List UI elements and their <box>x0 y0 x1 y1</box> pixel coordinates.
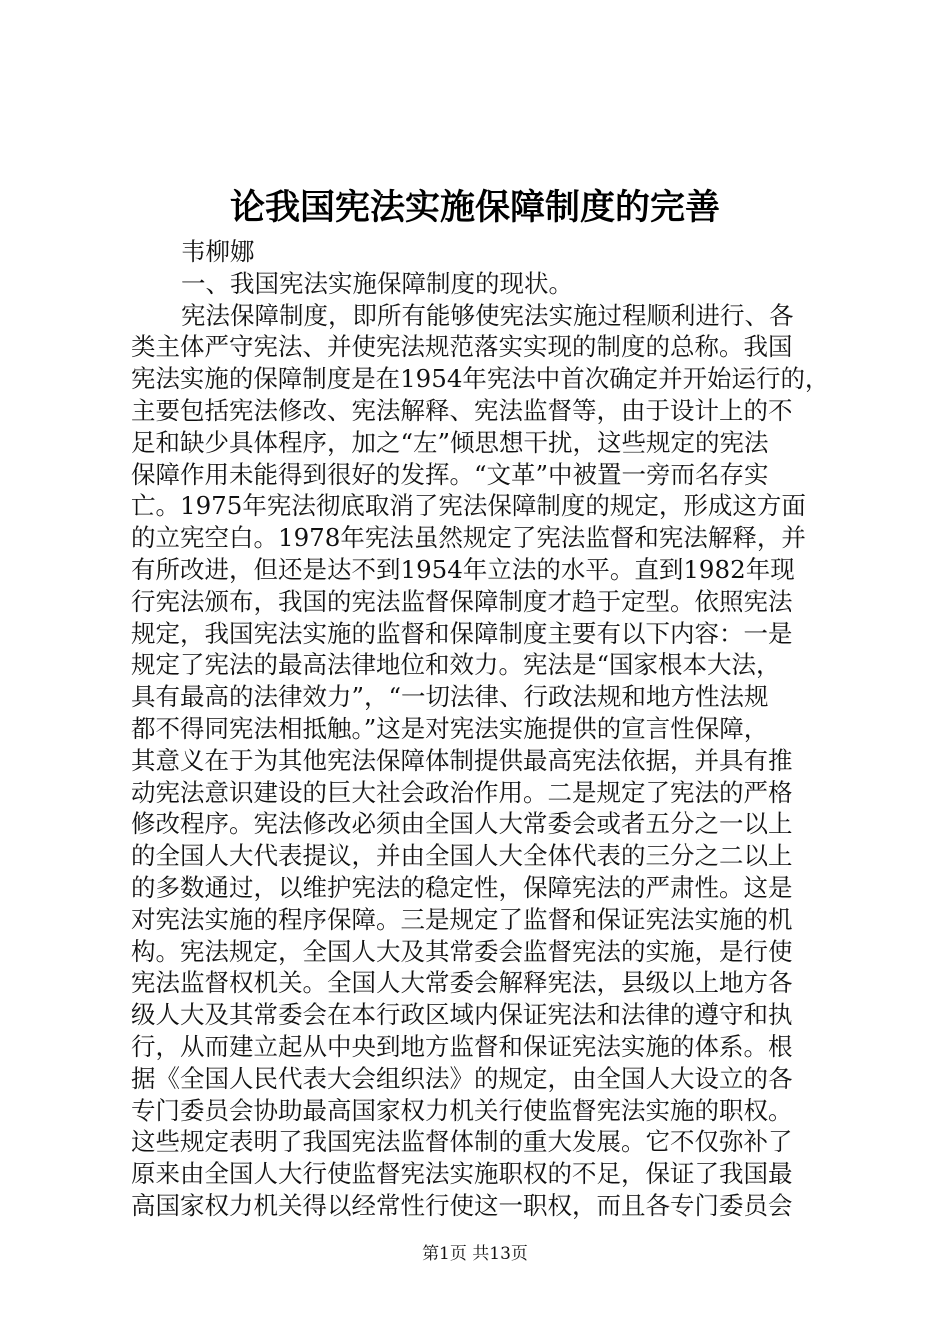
paragraph-line: 构。宪法规定，全国人大及其常委会监督宪法的实施，是行使 <box>131 936 793 966</box>
paragraph-line: 宪法实施的保障制度是在1954年宪法中首次确定并开始运行的， <box>131 364 830 394</box>
paragraph-line: 类主体严守宪法、并使宪法规范落实实现的制度的总称。我国 <box>131 332 793 362</box>
paragraph-line: 这些规定表明了我国宪法监督体制的重大发展。它不仅弥补了 <box>131 1127 793 1157</box>
document-body <box>131 236 829 1222</box>
paragraph-line: 有所改进，但还是达不到1954年立法的水平。直到1982年现 <box>131 554 795 584</box>
body-paragraph <box>131 300 829 1222</box>
paragraph-line: 的立宪空白。1978年宪法虽然规定了宪法监督和宪法解释，并 <box>131 523 806 553</box>
paragraph-line: 宪法监督权机关。全国人大常委会解释宪法，县级以上地方各 <box>131 968 793 998</box>
paragraph-line: 动宪法意识建设的巨大社会政治作用。二是规定了宪法的严格 <box>131 777 793 807</box>
paragraph-line: 据《全国人民代表大会组织法》的规定，由全国人大设立的各 <box>131 1063 793 1093</box>
paragraph-line: 的多数通过，以维护宪法的稳定性，保障宪法的严肃性。这是 <box>131 872 793 902</box>
paragraph-line: 都不得同宪法相抵触。”这是对宪法实施提供的宣言性保障， <box>131 713 769 743</box>
paragraph-line: 修改程序。宪法修改必须由全国人大常委会或者五分之一以上 <box>131 809 793 839</box>
paragraph-line: 具有最高的法律效力”，“一切法律、行政法规和地方性法规 <box>131 682 769 712</box>
page-footer: 第1页 共13页 <box>422 1244 528 1264</box>
paragraph-line: 级人大及其常委会在本行政区域内保证宪法和法律的遵守和执 <box>131 1000 793 1030</box>
paragraph-line: 规定了宪法的最高法律地位和效力。宪法是“国家根本大法， <box>131 650 781 680</box>
paragraph-line: 原来由全国人大行使监督宪法实施职权的不足，保证了我国最 <box>131 1159 793 1189</box>
paragraph-line: 保障作用未能得到很好的发挥。“文革”中被置一旁而名存实 <box>131 459 769 489</box>
paragraph-line: 宪法保障制度，即所有能够使宪法实施过程顺利进行、各 <box>181 300 794 330</box>
paragraph-line: 足和缺少具体程序，加之“左”倾思想干扰，这些规定的宪法 <box>131 427 769 457</box>
paragraph-line: 主要包括宪法修改、宪法解释、宪法监督等，由于设计上的不 <box>131 395 793 425</box>
paragraph-line: 专门委员会协助最高国家权力机关行使监督宪法实施的职权。 <box>131 1095 793 1125</box>
paragraph-line: 对宪法实施的程序保障。三是规定了监督和保证宪法实施的机 <box>131 904 793 934</box>
paragraph-line: 高国家权力机关得以经常性行使这一职权，而且各专门委员会 <box>131 1190 793 1220</box>
section-heading: 一、我国宪法实施保障制度的现状。 <box>181 268 573 298</box>
author-line: 韦柳娜 <box>181 237 255 266</box>
paragraph-line: 其意义在于为其他宪法保障体制提供最高宪法依据，并具有推 <box>131 745 793 775</box>
paragraph-line: 行宪法颁布，我国的宪法监督保障制度才趋于定型。依照宪法 <box>131 586 793 616</box>
paragraph-line: 规定，我国宪法实施的监督和保障制度主要有以下内容：一是 <box>131 618 793 648</box>
paragraph-line: 行，从而建立起从中央到地方监督和保证宪法实施的体系。根 <box>131 1031 793 1061</box>
paragraph-line: 亡。1975年宪法彻底取消了宪法保障制度的规定，形成这方面 <box>131 491 806 521</box>
document-title: 论我国宪法实施保障制度的完善 <box>229 187 720 228</box>
paragraph-line: 的全国人大代表提议，并由全国人大全体代表的三分之二以上 <box>131 841 793 871</box>
